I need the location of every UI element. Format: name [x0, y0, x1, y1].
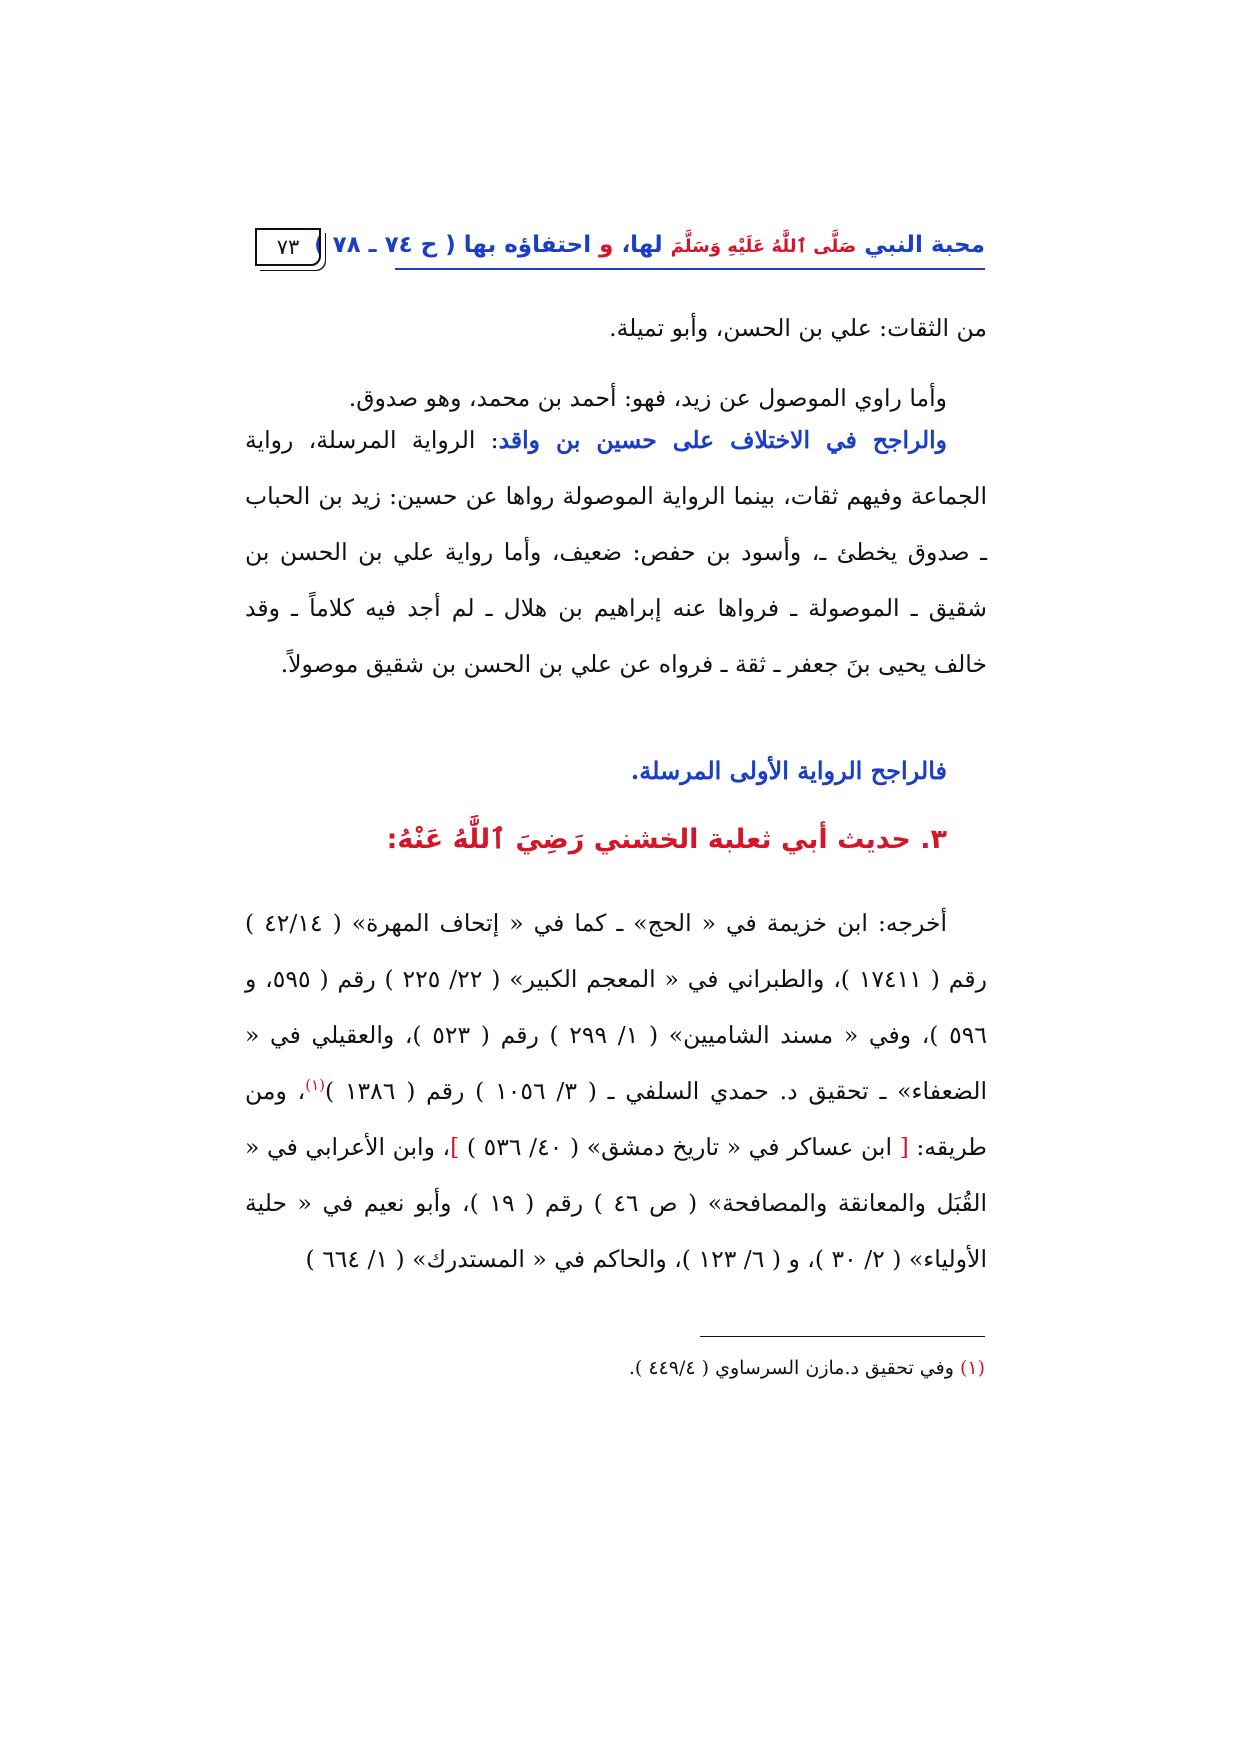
preponderance-paragraph — [245, 412, 987, 692]
footnote-rule — [700, 1336, 985, 1337]
body-paragraph-preponderance — [245, 412, 987, 692]
takhrij-text-2: ، ومن طريقه: — [245, 1077, 987, 1161]
body-paragraph-takhrij — [245, 895, 987, 1287]
takhrij-text-1: أخرجه: ابن خزيمة في « الحج» ـ كما في « إتحاف المهرة» ( ٤٢/١٤ ) رقم ( ١٧٤١١ )، والطبراني في « المعجم الكبير» ( ٢٢/ ٢٢٥ ) رقم ( ٥٩٥، و ٥٩٦ )، وفي « مسند الشاميين» ( ١/ ٢٩٩ ) رقم ( ٥٢٣ )، والعقيلي في « الضعفاء» ـ تحقيق د. حمدي السلفي ـ ( ٣/ ١٠٥٦ ) رقم ( ١٣٨٦ ) — [245, 909, 987, 1105]
running-title — [314, 232, 985, 258]
preponderance-lead: والراجح في الاختلاف على حسين بن واقد — [498, 426, 947, 454]
preponderance-text: : الرواية المرسلة، رواية الجماعة وفيهم ثقات، بينما الرواية الموصولة رواها عن حسين: زيد بن الحباب ـ صدوق يخطئ ـ، وأسود بن حفص: ضعيف، وأما رواية علي بن الحسن بن شقيق ـ الموصولة ـ فرواها عنه إبراهيم بن هلال ـ لم أجد فيه كلاماً ـ وقد خالف يحيى بنَ جعفر ـ ثقة ـ فرواه عن علي بن الحسن بن شقيق موصولاً. — [245, 426, 987, 678]
footnote-reference[interactable]: (١) — [305, 1076, 325, 1095]
body-intro — [245, 300, 987, 426]
running-title-part2: لها، — [613, 232, 671, 258]
page-header — [255, 228, 985, 276]
page-number: ٧٣ — [276, 235, 300, 259]
bracket-close: ] — [450, 1133, 460, 1161]
running-title-part4: احتفاؤه بها ( ح ٧٤ ـ ٧٨ ) — [314, 232, 600, 258]
conclusion-line: فالراجح الرواية الأولى المرسلة. — [630, 756, 947, 785]
bracket-open: [ — [899, 1133, 909, 1161]
running-title-part1: محبة النبي — [856, 232, 985, 258]
takhrij-text-4: ، وابن الأعرابي في « القُبَل والمعانقة والمصافحة» ( ص ٤٦ ) رقم ( ١٩ )، وأبو نعيم في « حلية الأولياء» ( ٢/ ٣٠ )، و ( ٦/ ١٢٣ )، والحاكم في « المستدرك» ( ١/ ٦٦٤ ) — [245, 1133, 987, 1273]
takhrij-paragraph — [245, 895, 987, 1287]
footnote-text: وفي تحقيق د.مازن السرساوي ( ٤٤٩/٤ ). — [628, 1357, 954, 1379]
footnote-number: (١) — [959, 1357, 985, 1379]
running-title-salutation: صَلَّى ٱللَّٰهُ عَلَيْهِ وَسَلَّمَ — [670, 236, 857, 257]
running-title-part3: و — [599, 232, 614, 258]
section-heading: ٣. حديث أبي ثعلبة الخشني رَضِيَ ٱللَّٰهُ عَنْهُ: — [386, 824, 947, 855]
footnote — [245, 1357, 985, 1379]
header-rule — [395, 268, 985, 270]
body-line-2: وأما راوي الموصول عن زيد، فهو: أحمد بن محمد، وهو صدوق. — [348, 384, 947, 412]
page-number-box — [255, 228, 321, 266]
body-line-1: من الثقات: علي بن الحسن، وأبو تميلة. — [609, 314, 987, 342]
takhrij-text-3: ابن عساكر في « تاريخ دمشق» ( ٤٠/ ٥٣٦ ) — [459, 1133, 900, 1161]
